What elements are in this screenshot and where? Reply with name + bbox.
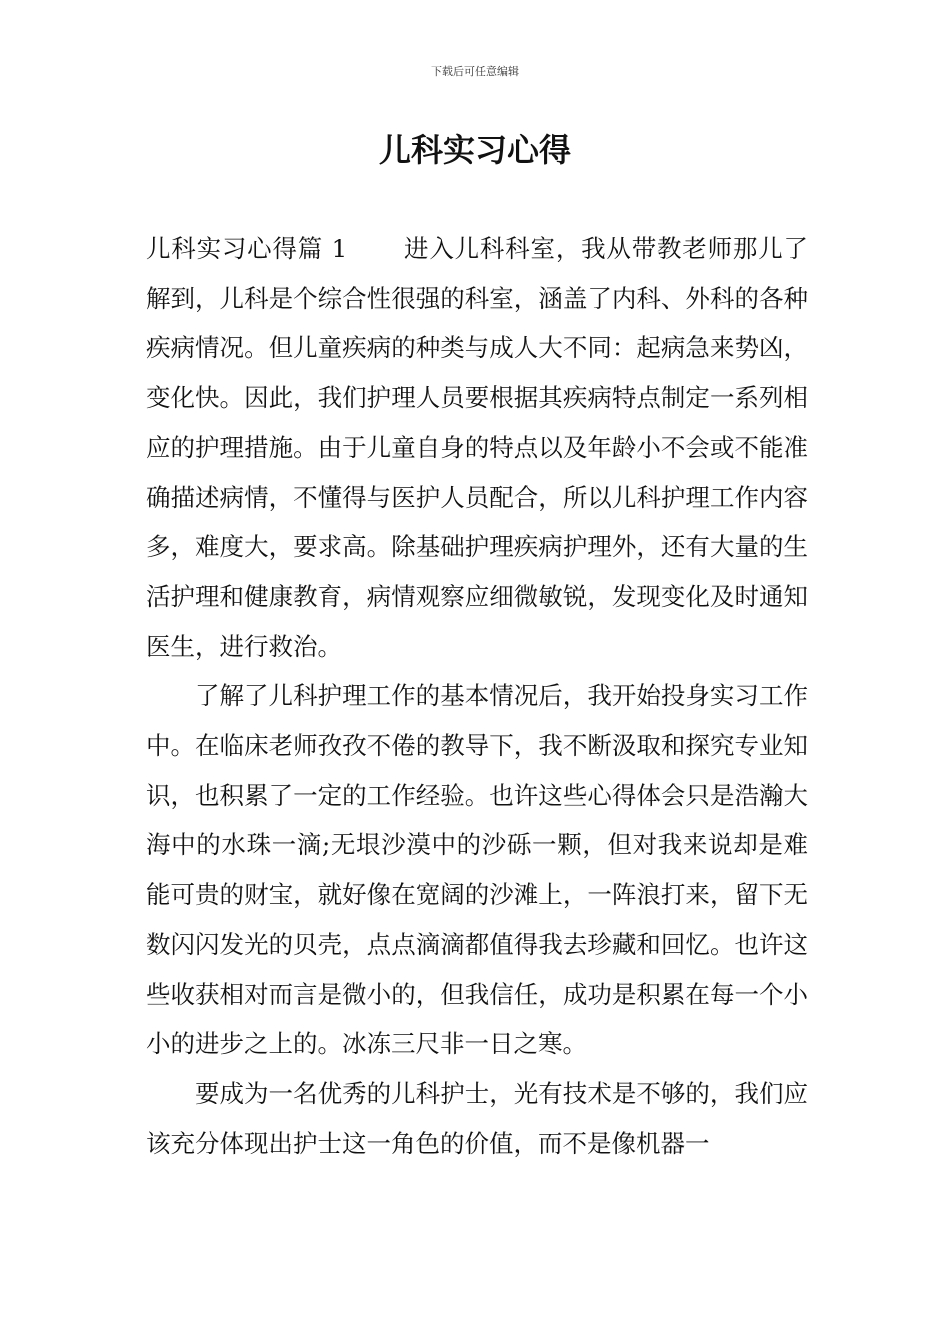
document-body <box>146 224 808 1168</box>
document-title: 儿科实习心得 <box>378 131 571 169</box>
paragraph-1 <box>146 224 808 671</box>
header-note: 下载后可任意编辑 <box>431 65 519 78</box>
paragraph-2: 了解了儿科护理工作的基本情况后，我开始投身实习工作中。在临床老师孜孜不倦的教导下，我不断汲取和探究专业知识，也积累了一定的工作经验。也许这些心得体会只是浩瀚大海中的水珠一滴;无垠沙漠中的沙砾一颗，但对我来说却是难能可贵的财宝，就好像在宽阔的沙滩上，一阵浪打来，留下无数闪闪发光的贝壳，点点滴滴都值得我去珍藏和回忆。也许这些收获相对而言是微小的，但我信任，成功是积累在每一个小小的进步之上的。冰冻三尺非一日之寒。 <box>146 681 808 1059</box>
section-label: 儿科实习心得篇 1 <box>146 234 348 263</box>
paragraph-1-text: 进入儿科科室，我从带教老师那儿了解到，儿科是个综合性很强的科室，涵盖了内科、外科的各种疾病情况。但儿童疾病的种类与成人大不同：起病急来势凶，变化快。因此，我们护理人员要根据其疾病特点制定一系列相应的护理措施。由于儿童自身的特点以及年龄小不会或不能准确描述病情，不懂得与医护人员配合，所以儿科护理工作内容多，难度大，要求高。除基础护理疾病护理外，还有大量的生活护理和健康教育，病情观察应细微敏锐，发现变化及时通知医生，进行救治。 <box>146 234 808 661</box>
paragraph-3: 要成为一名优秀的儿科护士，光有技术是不够的，我们应该充分体现出护士这一角色的价值，而不是像机器一 <box>146 1078 808 1158</box>
